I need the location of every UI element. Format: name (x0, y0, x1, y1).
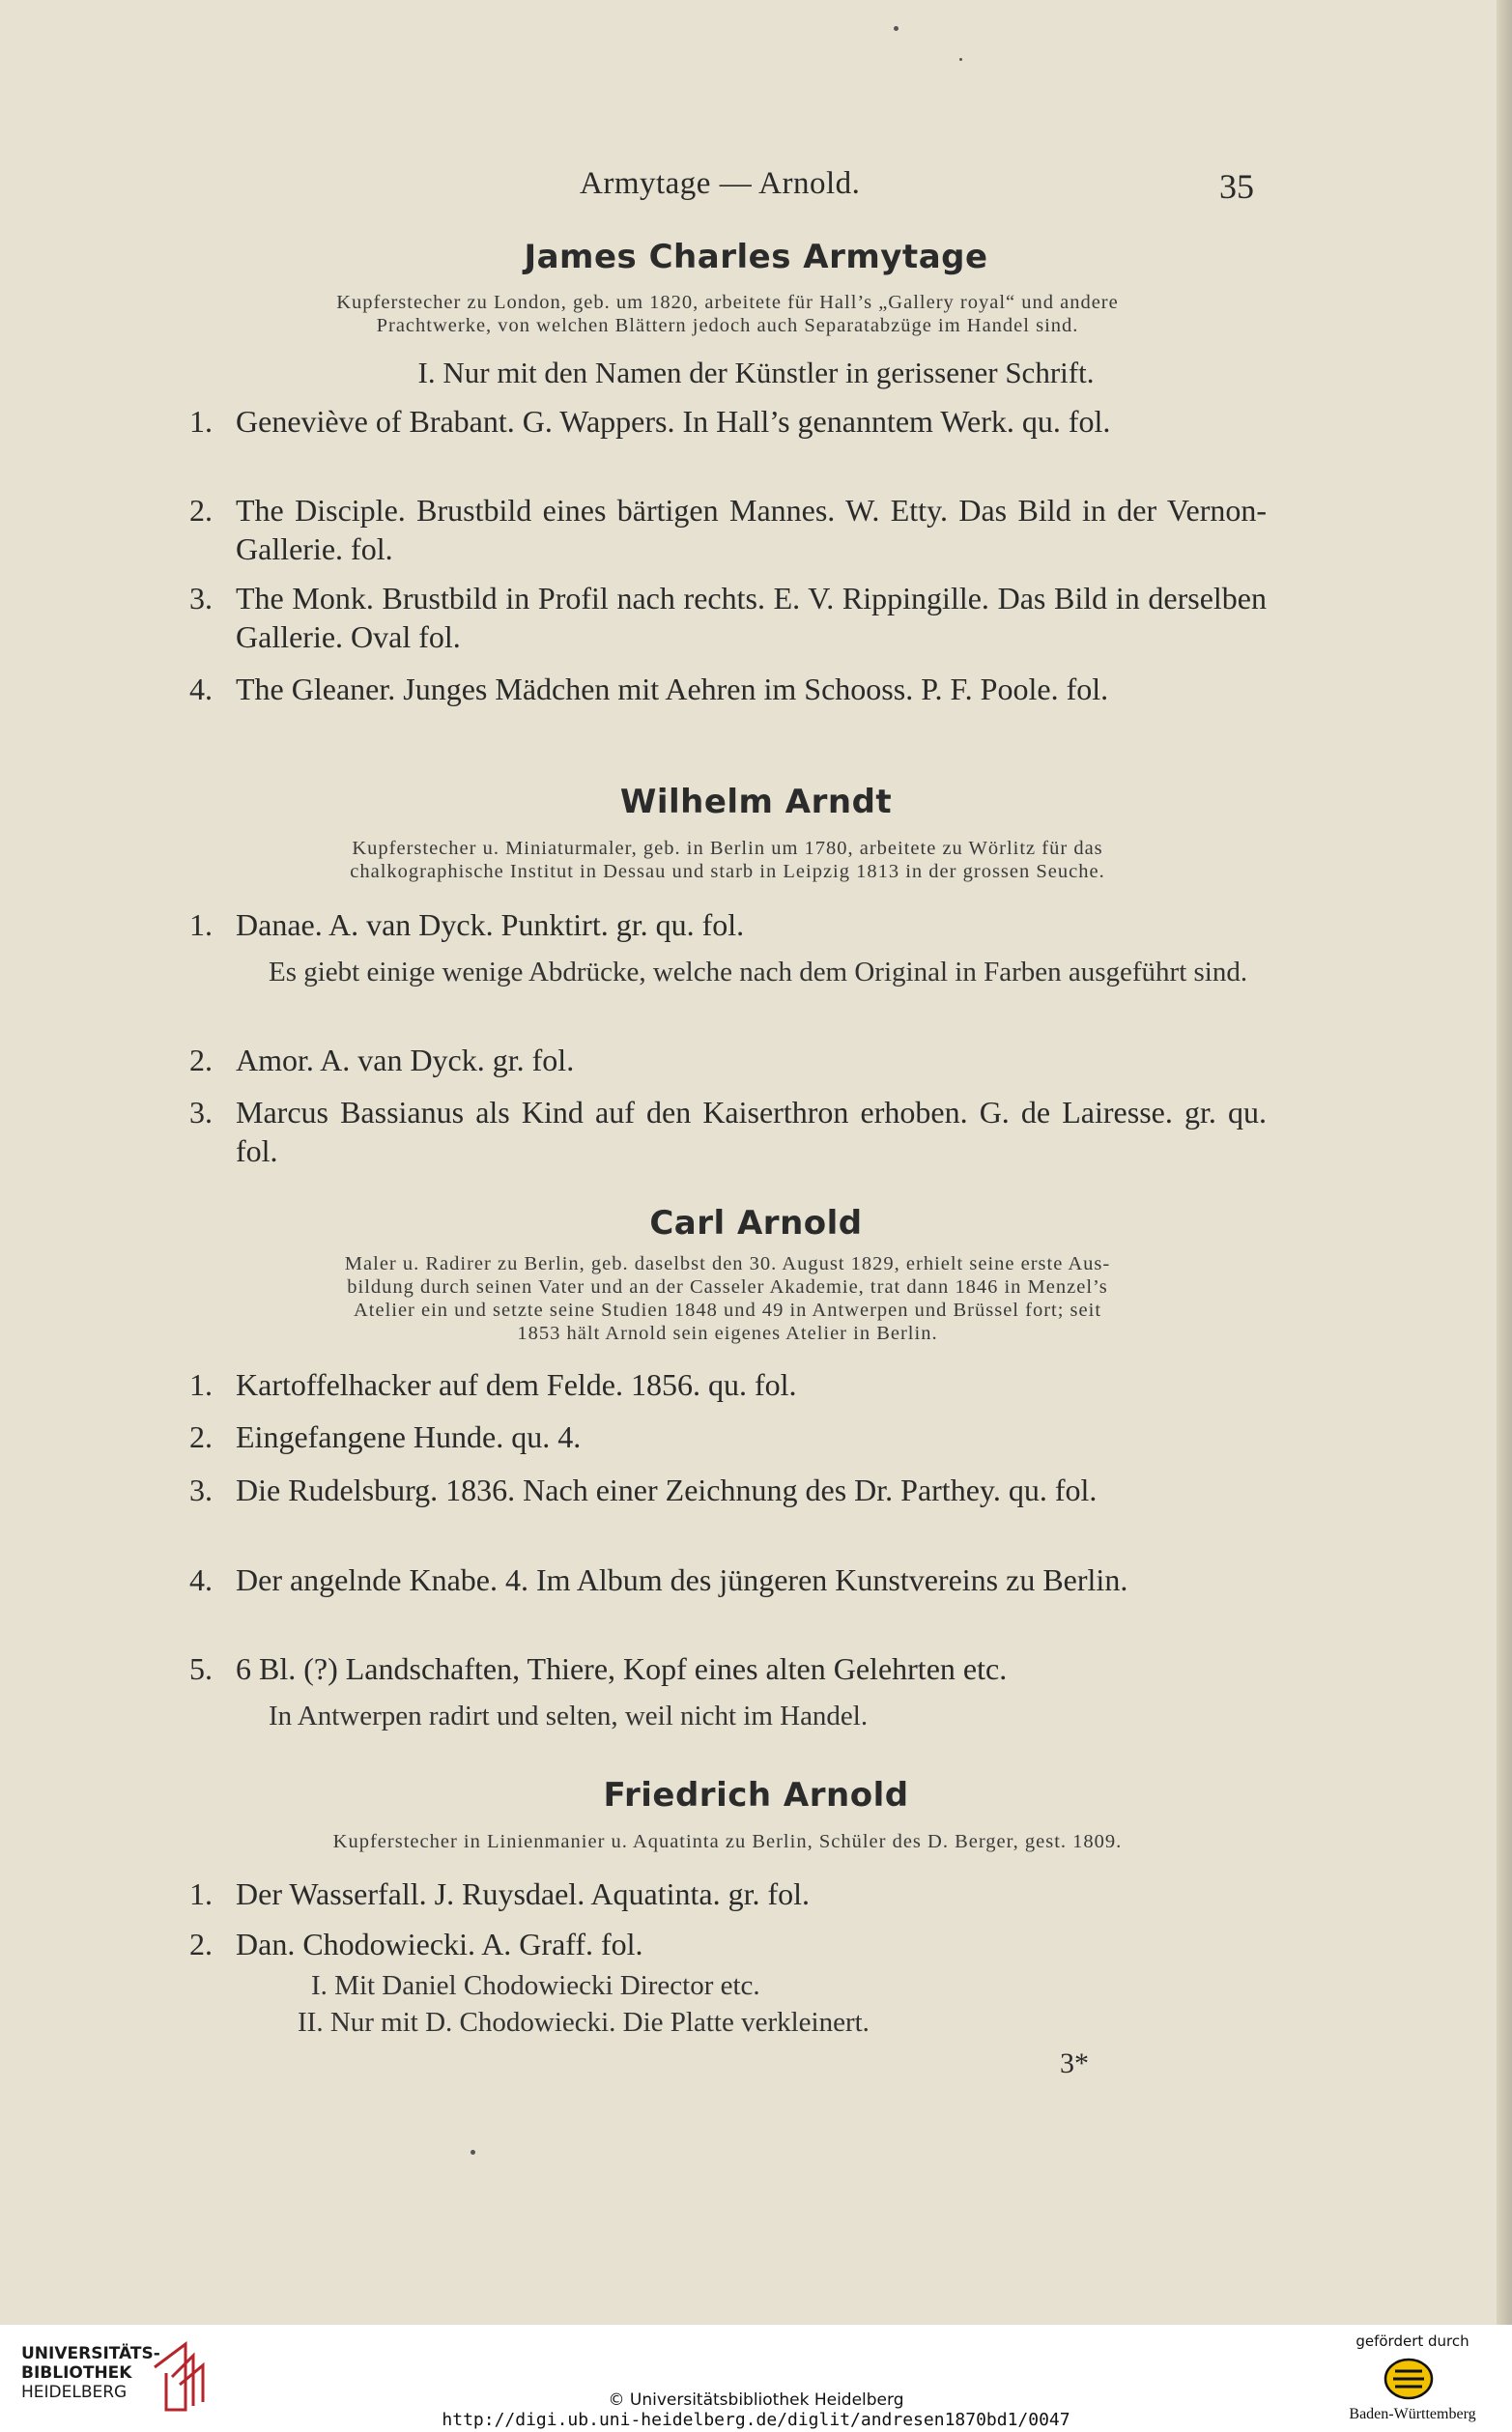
running-head-title: Armytage — Arnold. (580, 166, 861, 201)
item-text: Eingefangene Hunde. qu. 4. (236, 1419, 582, 1454)
section-heading-carl-arnold: Carl Arnold (649, 1204, 863, 1243)
list-item (189, 579, 1267, 656)
page-number: 35 (1219, 167, 1254, 206)
page-edge-shadow (1497, 0, 1512, 2325)
bio-carl-arnold (242, 1252, 1213, 1345)
item-text: Dan. Chodowiecki. A. Graff. fol. (236, 1927, 643, 1961)
signature-mark: 3* (1060, 2047, 1089, 2079)
list-item (189, 402, 1267, 441)
item-text: The Disciple. Brustbild eines bärtigen Mannes. W. Etty. Das Bild in der Vernon-Gallerie. fol. (236, 493, 1267, 566)
bio-line: bildung durch seinen Vater und an der Casseler Akademie, trat dann 1846 in Menzel’s (347, 1276, 1108, 1298)
item-number: 3. (189, 1095, 213, 1130)
bio-line: Kupferstecher zu London, geb. um 1820, arbeitete für Hall’s „Gallery royal“ und andere (336, 292, 1119, 313)
item-number: 2. (189, 1043, 213, 1077)
list-item (189, 1649, 1267, 1688)
bio-line: Maler u. Radirer zu Berlin, geb. daselbst den 30. August 1829, erhielt seine erste Aus- (344, 1253, 1111, 1274)
item-number: 2. (189, 493, 213, 528)
item-text: Geneviève of Brabant. G. Wappers. In Hall’s genanntem Werk. qu. fol. (236, 404, 1111, 439)
library-line: BIBLIOTHEK (21, 2363, 132, 2383)
speck (471, 2150, 475, 2155)
list-item (189, 1560, 1267, 1599)
library-line: UNIVERSITÄTS- (21, 2344, 160, 2363)
sponsor-label: gefördert durch (1355, 2332, 1469, 2350)
item-number: 4. (189, 672, 213, 706)
source-url-link[interactable]: http://digi.ub.uni-heidelberg.de/diglit/andresen1870bd1/0047 (442, 2410, 1070, 2430)
item-number: 1. (189, 1876, 213, 1911)
list-item (189, 1471, 1267, 1509)
item-text: Der Wasserfall. J. Ruysdael. Aquatinta. gr. fol. (236, 1876, 811, 1911)
item-number: 4. (189, 1562, 213, 1597)
bio-line: chalkographische Institut in Dessau und starb in Leipzig 1813 in der grossen Seuche. (350, 861, 1105, 882)
bio-armytage (242, 291, 1213, 337)
list-item (189, 1041, 1267, 1079)
list-item (189, 1365, 1267, 1404)
item-text: The Monk. Brustbild in Profil nach rechts. E. V. Rippingille. Das Bild in derselben Gallerie. Oval fol. (236, 581, 1267, 654)
section-heading-friedrich-arnold: Friedrich Arnold (603, 1776, 909, 1815)
list-item (189, 905, 1267, 944)
item-number: 2. (189, 1927, 213, 1961)
state-note: II. Nur mit D. Chodowiecki. Die Platte verkleinert. (298, 2007, 870, 2038)
item-text: Amor. A. van Dyck. gr. fol. (236, 1043, 575, 1077)
sponsor-name[interactable]: Baden-Württemberg (1349, 2406, 1476, 2422)
running-head (0, 166, 1512, 215)
item-note: Es giebt einige wenige Abdrücke, welche nach dem Original in Farben ausgeführt sind. (269, 957, 1248, 987)
bio-arndt (242, 837, 1213, 883)
bio-friedrich-arnold (242, 1830, 1213, 1853)
item-number: 3. (189, 581, 213, 615)
list-item (189, 1093, 1267, 1170)
item-number: 5. (189, 1651, 213, 1686)
item-text: Danae. A. van Dyck. Punktirt. gr. qu. fol. (236, 907, 745, 942)
library-line: HEIDELBERG (21, 2383, 128, 2402)
list-item (189, 491, 1267, 568)
speck (894, 26, 899, 31)
bio-line: Prachtwerke, von welchen Blättern jedoch auch Separatabzüge im Handel sind. (376, 315, 1079, 336)
baden-wuerttemberg-emblem-icon (1380, 2356, 1438, 2402)
item-number: 1. (189, 1367, 213, 1402)
bio-line: Kupferstecher in Linienmanier u. Aquatinta zu Berlin, Schüler des D. Berger, gest. 1809. (332, 1831, 1123, 1852)
item-number: 1. (189, 907, 213, 942)
bio-line: Atelier ein und setzte seine Studien 1848 und 49 in Antwerpen und Brüssel fort; seit (353, 1300, 1102, 1321)
list-item (189, 1874, 1267, 1913)
speck (959, 58, 962, 61)
item-text: The Gleaner. Junges Mädchen mit Aehren im Schooss. P. F. Poole. fol. (236, 672, 1109, 706)
bio-line: 1853 hält Arnold sein eigenes Atelier in Berlin. (517, 1323, 938, 1344)
item-text: Marcus Bassianus als Kind auf den Kaiserthron erhoben. G. de Lairesse. gr. qu. fol. (236, 1095, 1267, 1168)
state-note: I. Mit Daniel Chodowiecki Director etc. (311, 1970, 760, 2001)
state-note: I. Nur mit den Namen der Künstler in gerissener Schrift. (417, 356, 1095, 389)
item-text: Der angelnde Knabe. 4. Im Album des jüngeren Kunstvereins zu Berlin. (236, 1562, 1128, 1597)
list-item (189, 1417, 1267, 1456)
item-note: In Antwerpen radirt und selten, weil nicht im Handel. (269, 1701, 869, 1731)
item-text: Kartoffelhacker auf dem Felde. 1856. qu. fol. (236, 1367, 797, 1402)
item-number: 3. (189, 1473, 213, 1507)
footer-bar (0, 2325, 1512, 2432)
bio-line: Kupferstecher u. Miniaturmaler, geb. in Berlin um 1780, arbeitete zu Wörlitz für das (352, 838, 1103, 859)
item-text: 6 Bl. (?) Landschaften, Thiere, Kopf eines alten Gelehrten etc. (236, 1651, 1008, 1686)
section-heading-armytage: James Charles Armytage (524, 238, 988, 276)
section-heading-arndt: Wilhelm Arndt (619, 783, 893, 821)
item-text: Die Rudelsburg. 1836. Nach einer Zeichnung des Dr. Parthey. qu. fol. (236, 1473, 1098, 1507)
item-number: 2. (189, 1419, 213, 1454)
list-item (189, 670, 1267, 708)
copyright-text: © Universitätsbibliothek Heidelberg (608, 2390, 904, 2410)
list-item (189, 1925, 1267, 1963)
item-number: 1. (189, 404, 213, 439)
